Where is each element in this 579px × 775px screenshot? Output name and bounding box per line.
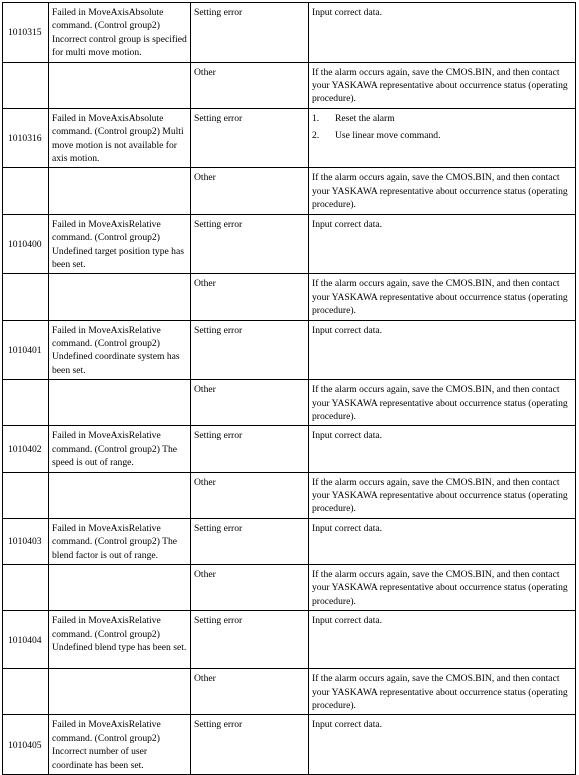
alarm-remedy: If the alarm occurs again, save the CMOS.BIN, and then contact your YASKAWA representative about occurrence status (operating procedure). xyxy=(309,565,576,611)
alarm-remedy: Input correct data. xyxy=(309,320,576,380)
empty-cell xyxy=(3,669,49,715)
step-text: Reset the alarm xyxy=(335,112,395,124)
alarm-code: 1010403 xyxy=(3,518,49,564)
empty-cell xyxy=(49,62,191,108)
alarm-reason: Setting error xyxy=(191,715,309,775)
alarm-remedy: If the alarm occurs again, save the CMOS.BIN, and then contact your YASKAWA representative about occurrence status (operating procedure). xyxy=(309,472,576,518)
step-text: Use linear move command. xyxy=(335,130,441,142)
alarm-remedy: Input correct data. xyxy=(309,518,576,564)
step-number: 2. xyxy=(312,130,320,142)
table-row xyxy=(3,611,576,669)
empty-cell xyxy=(3,380,49,426)
alarm-reason: Setting error xyxy=(191,518,309,564)
alarm-code: 1010404 xyxy=(3,611,49,669)
empty-cell xyxy=(49,565,191,611)
alarm-remedy: Input correct data. xyxy=(309,426,576,472)
alarm-reason: Other xyxy=(191,168,309,214)
table-row xyxy=(3,518,576,564)
empty-cell xyxy=(3,274,49,320)
step-number: 1. xyxy=(312,112,320,124)
remedy-steps xyxy=(312,112,572,143)
alarm-remedy xyxy=(309,108,576,168)
alarm-code: 1010316 xyxy=(3,108,49,168)
alarm-reason: Setting error xyxy=(191,3,309,63)
table-row xyxy=(3,472,576,518)
alarm-cause: Failed in MoveAxisRelative command. (Control group2) Incorrect number of user coordinate has been set. xyxy=(49,715,191,775)
alarm-reason: Other xyxy=(191,565,309,611)
alarm-reason: Setting error xyxy=(191,214,309,274)
table-row xyxy=(3,380,576,426)
table-row xyxy=(3,274,576,320)
alarm-cause: Failed in MoveAxisRelative command. (Control group2) The blend factor is out of range. xyxy=(49,518,191,564)
alarm-reason: Setting error xyxy=(191,320,309,380)
empty-cell xyxy=(49,274,191,320)
table-row xyxy=(3,320,576,380)
alarm-remedy: If the alarm occurs again, save the CMOS.BIN, and then contact your YASKAWA representative about occurrence status (operating procedure). xyxy=(309,669,576,715)
alarm-cause: Failed in MoveAxisRelative command. (Control group2) Undefined target position type has been set. xyxy=(49,214,191,274)
table-row xyxy=(3,715,576,775)
alarm-code: 1010405 xyxy=(3,715,49,775)
alarm-reason: Other xyxy=(191,380,309,426)
empty-cell xyxy=(3,62,49,108)
alarm-remedy: If the alarm occurs again, save the CMOS.BIN, and then contact your YASKAWA representative about occurrence status (operating procedure). xyxy=(309,62,576,108)
alarm-cause: Failed in MoveAxisAbsolute command. (Control group2) Multi move motion is not available for axis motion. xyxy=(49,108,191,168)
table-row xyxy=(3,669,576,715)
alarm-code: 1010400 xyxy=(3,214,49,274)
remedy-step xyxy=(312,112,572,125)
alarm-table xyxy=(2,2,576,775)
table-row xyxy=(3,565,576,611)
alarm-reason: Other xyxy=(191,472,309,518)
alarm-remedy: Input correct data. xyxy=(309,715,576,775)
alarm-code: 1010402 xyxy=(3,426,49,472)
alarm-cause: Failed in MoveAxisAbsolute command. (Control group2) Incorrect control group is specified for multi move motion. xyxy=(49,3,191,63)
alarm-remedy: If the alarm occurs again, save the CMOS.BIN, and then contact your YASKAWA representative about occurrence status (operating procedure). xyxy=(309,380,576,426)
table-row xyxy=(3,214,576,274)
alarm-cause: Failed in MoveAxisRelative command. (Control group2) The speed is out of range. xyxy=(49,426,191,472)
empty-cell xyxy=(49,168,191,214)
table-row xyxy=(3,62,576,108)
empty-cell xyxy=(49,669,191,715)
alarm-remedy: Input correct data. xyxy=(309,214,576,274)
alarm-remedy: If the alarm occurs again, save the CMOS.BIN, and then contact your YASKAWA representative about occurrence status (operating procedure). xyxy=(309,274,576,320)
empty-cell xyxy=(49,380,191,426)
remedy-step xyxy=(312,129,572,142)
alarm-reason: Setting error xyxy=(191,108,309,168)
alarm-cause: Failed in MoveAxisRelative command. (Control group2) Undefined coordinate system has been set. xyxy=(49,320,191,380)
alarm-reason: Other xyxy=(191,274,309,320)
table-row xyxy=(3,3,576,63)
alarm-reason: Setting error xyxy=(191,426,309,472)
table-row xyxy=(3,168,576,214)
table-row xyxy=(3,108,576,168)
empty-cell xyxy=(3,565,49,611)
alarm-code: 1010315 xyxy=(3,3,49,63)
alarm-reason: Other xyxy=(191,62,309,108)
alarm-reason: Other xyxy=(191,669,309,715)
alarm-cause: Failed in MoveAxisRelative command. (Control group2) Undefined blend type has been set. xyxy=(49,611,191,669)
alarm-remedy: If the alarm occurs again, save the CMOS.BIN, and then contact your YASKAWA representative about occurrence status (operating procedure). xyxy=(309,168,576,214)
alarm-remedy: Input correct data. xyxy=(309,611,576,669)
alarm-code: 1010401 xyxy=(3,320,49,380)
empty-cell xyxy=(3,472,49,518)
alarm-remedy: Input correct data. xyxy=(309,3,576,63)
table-row xyxy=(3,426,576,472)
alarm-reason: Setting error xyxy=(191,611,309,669)
empty-cell xyxy=(49,472,191,518)
empty-cell xyxy=(3,168,49,214)
